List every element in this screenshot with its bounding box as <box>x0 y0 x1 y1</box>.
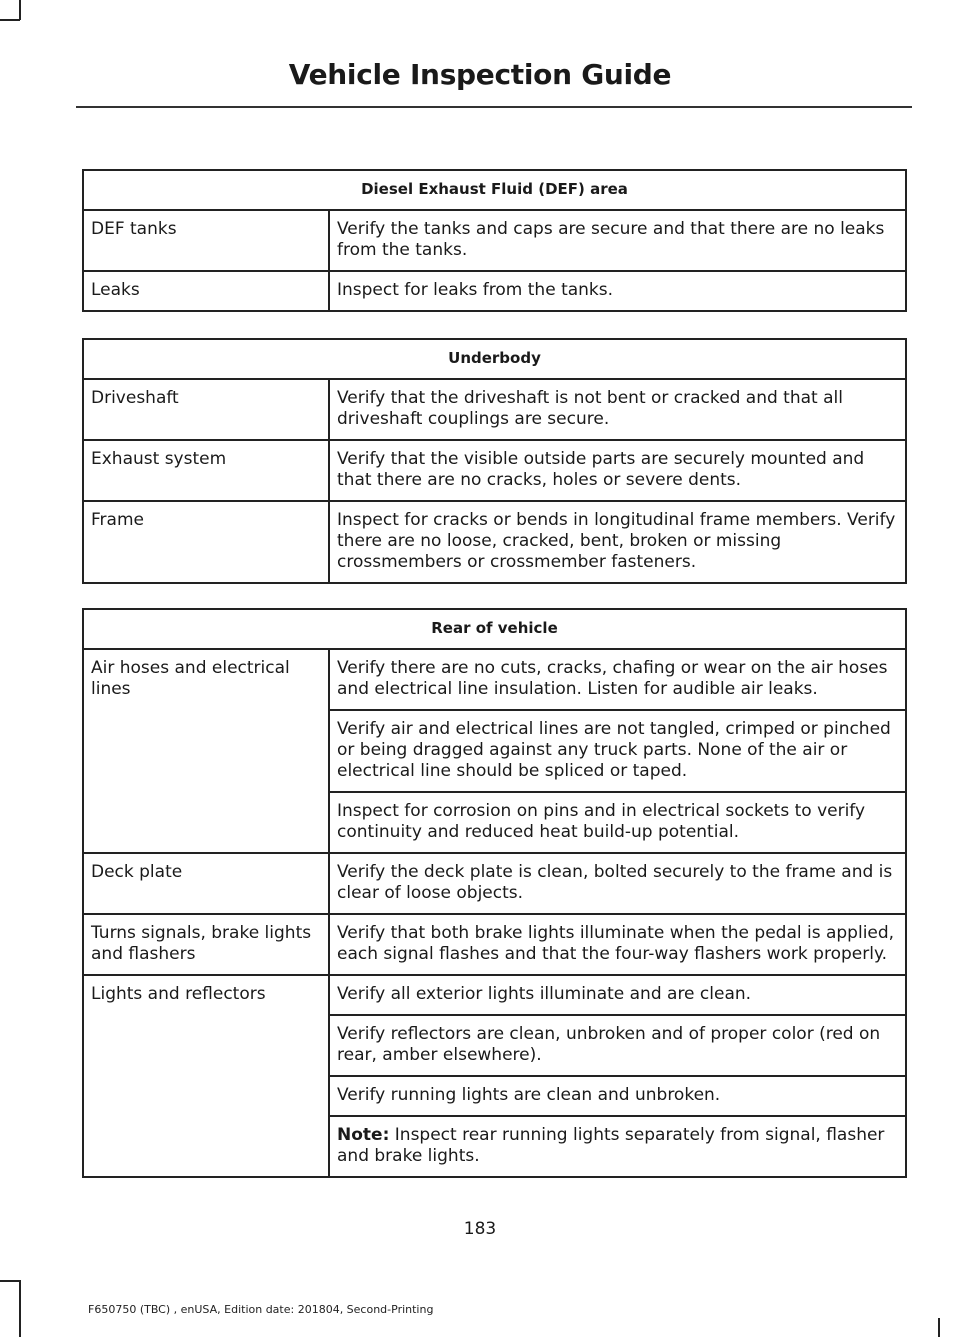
crop-mark-bottom-left <box>19 1280 21 1337</box>
table-heading: Rear of vehicle <box>83 609 906 649</box>
action-cell: Verify there are no cuts, cracks, chafing or wear on the air hoses and electrical line insulation. Listen for audible air leaks. <box>329 649 906 710</box>
def-area-table <box>82 169 907 312</box>
item-cell: Frame <box>83 501 329 583</box>
crop-mark-bottom-right <box>938 1318 940 1337</box>
note-text: Inspect rear running lights separately from signal, flasher and brake lights. <box>337 1125 885 1166</box>
table-row <box>83 649 906 710</box>
page-title: Vehicle Inspection Guide <box>288 58 672 91</box>
action-cell: Inspect for leaks from the tanks. <box>329 271 906 311</box>
action-cell: Verify reflectors are clean, unbroken and of proper color (red on rear, amber elsewhere). <box>329 1015 906 1076</box>
action-cell: Verify that the visible outside parts are securely mounted and that there are no cracks, holes or severe dents. <box>329 440 906 501</box>
table-row <box>83 210 906 271</box>
table-row <box>83 853 906 914</box>
action-cell: Verify the tanks and caps are secure and that there are no leaks from the tanks. <box>329 210 906 271</box>
action-cell: Inspect for corrosion on pins and in electrical sockets to verify continuity and reduced heat build-up potential. <box>329 792 906 853</box>
item-cell: Air hoses and electrical lines <box>83 649 329 853</box>
action-cell: Verify the deck plate is clean, bolted securely to the frame and is clear of loose objects. <box>329 853 906 914</box>
action-cell: Verify all exterior lights illuminate and are clean. <box>329 975 906 1015</box>
crop-mark-bottom-left-h <box>0 1280 20 1282</box>
crop-mark-top-left-h <box>0 19 20 21</box>
item-cell: Leaks <box>83 271 329 311</box>
table-heading: Diesel Exhaust Fluid (DEF) area <box>83 170 906 210</box>
table-row <box>83 975 906 1015</box>
page-number: 183 <box>463 1219 497 1239</box>
table-row <box>83 271 906 311</box>
item-cell: DEF tanks <box>83 210 329 271</box>
footer-edition-info: F650750 (TBC) , enUSA, Edition date: 201804, Second-Printing <box>88 1303 434 1316</box>
table-row <box>83 379 906 440</box>
note-label: Note: <box>337 1125 390 1145</box>
note-cell <box>329 1116 906 1177</box>
action-cell: Verify that both brake lights illuminate when the pedal is applied, each signal flashes and that the four-way flashers work properly. <box>329 914 906 975</box>
item-cell: Exhaust system <box>83 440 329 501</box>
action-cell: Inspect for cracks or bends in longitudinal frame members. Verify there are no loose, cracked, bent, broken or missing crossmembers or crossmember fasteners. <box>329 501 906 583</box>
item-cell: Turns signals, brake lights and flashers <box>83 914 329 975</box>
table-heading: Underbody <box>83 339 906 379</box>
crop-mark-top-left <box>19 0 21 20</box>
item-cell: Lights and reflectors <box>83 975 329 1177</box>
underbody-table <box>82 338 907 584</box>
rear-of-vehicle-table <box>82 608 907 1178</box>
table-row <box>83 501 906 583</box>
header-rule <box>76 106 912 108</box>
table-row <box>83 914 906 975</box>
action-cell: Verify running lights are clean and unbroken. <box>329 1076 906 1116</box>
action-cell: Verify air and electrical lines are not tangled, crimped or pinched or being dragged against any truck parts. None of the air or electrical line should be spliced or taped. <box>329 710 906 792</box>
table-row <box>83 440 906 501</box>
item-cell: Deck plate <box>83 853 329 914</box>
action-cell: Verify that the driveshaft is not bent or cracked and that all driveshaft couplings are secure. <box>329 379 906 440</box>
item-cell: Driveshaft <box>83 379 329 440</box>
